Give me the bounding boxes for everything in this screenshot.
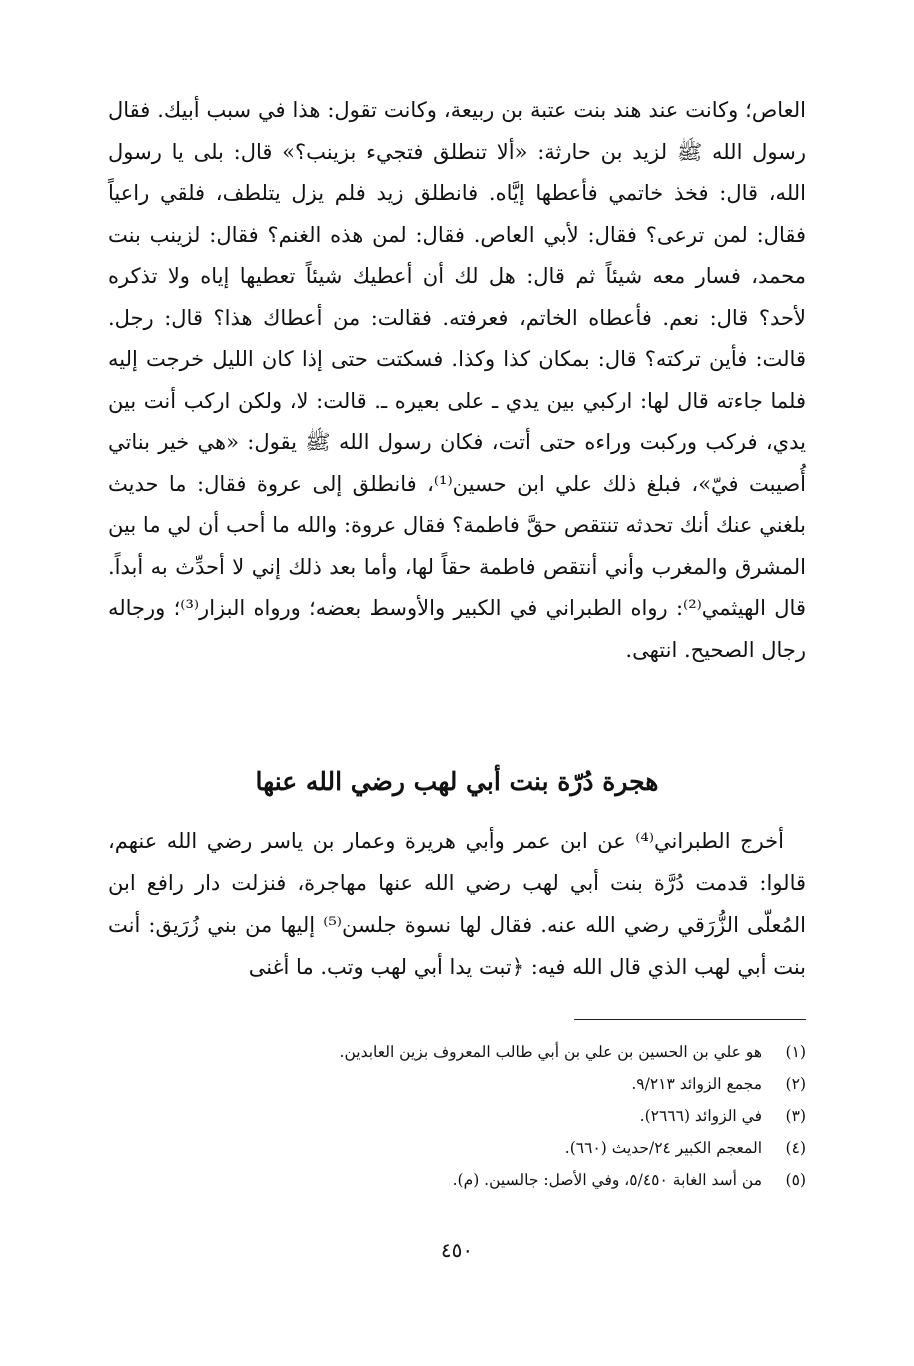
page-number: ٤٥٠ — [440, 1238, 474, 1262]
footnote-item — [108, 1036, 806, 1068]
footnote-number: (١) — [785, 1043, 806, 1061]
main-paragraph: العاص؛ وكانت عند هند بنت عتبة بن ربيعة، وكانت تقول: هذا في سبب أبيك. فقال رسول الله ﷺ لزيد بن حارثة: «ألا تنطلق فتجيء بزينب؟» قال: بلى يا رسول الله، قال: فخذ خاتمي فأعطها إيَّاه. فانطلق زيد فلم يزل يتلطف، فلقي راعياً فقال: لمن ترعى؟ فقال: لأبي العاص. فقال: لمن هذه الغنم؟ فقال: لزينب بنت محمد، فسار معه شيئاً ثم قال: هل لك أن أعطيك شيئاً تعطيها إياه ولا تذكره لأحد؟ قال: نعم. فأعطاه الخاتم، فعرفته. فقالت: من أعطاك هذا؟ قال: رجل. قالت: فأين تركته؟ قال: بمكان كذا وكذا. فسكتت حتى إذا كان الليل خرجت إليه فلما جاءته قال لها: اركبي بين يدي ـ على بعيره ـ. قالت: لا، ولكن اركب أنت بين يدي، فركب وركبت وراءه حتى أتت، فكان رسول الله ﷺ يقول: «هي خير بناتي أُصيبت فيّ»، فبلغ ذلك علي ابن حسين⁽¹⁾، فانطلق إلى عروة فقال: ما حديث بلغني عنك أنك تحدثه تنتقص حقَّ فاطمة؟ فقال عروة: والله ما أحب أن لي ما بين المشرق والمغرب وأني أنتقص فاطمة حقاً لها، وأما بعد ذلك إني لا أحدِّث به أبداً. قال الهيثمي⁽²⁾: رواه الطبراني في الكبير والأوسط بعضه؛ ورواه البزار⁽³⁾؛ ورجاله رجال الصحيح. انتهى. — [108, 98, 806, 662]
footnote-item — [108, 1132, 806, 1164]
footnote-item — [108, 1068, 806, 1100]
footnotes-list — [108, 1036, 806, 1196]
section-paragraph: أخرج الطبراني⁽⁴⁾ عن ابن عمر وأبي هريرة وعمار بن ياسر رضي الله عنهم، قالوا: قدمت دُرَّة بنت أبي لهب رضي الله عنها مهاجرة، فنزلت دار رافع ابن المُعلّى الزُّرَقي رضي الله عنه. فقال لها نسوة جلسن⁽⁵⁾ إليها من بني زُرَيق: أنت بنت أبي لهب الذي قال الله فيه: ﴿تبت يدا أبي لهب وتب. ما أغنى — [108, 829, 806, 979]
section-text-block — [108, 820, 806, 988]
footnote-number: (٣) — [785, 1107, 806, 1125]
footnote-number: (٢) — [785, 1075, 806, 1093]
footnote-item — [108, 1164, 806, 1196]
footnote-number: (٥) — [785, 1171, 806, 1189]
footnote-text: من أسد الغابة ٥/٤٥٠، وفي الأصل: جالسين. (م). — [452, 1171, 762, 1189]
footnote-number: (٤) — [785, 1139, 806, 1157]
footnote-text: مجمع الزوائد ٩/٢١٣. — [631, 1075, 762, 1093]
section-heading: هجرة دُرّة بنت أبي لهب رضي الله عنها — [255, 767, 659, 796]
footnote-divider — [574, 1019, 806, 1020]
footnote-item — [108, 1100, 806, 1132]
footnote-text: المعجم الكبير ٢٤/حديث (٦٦٠). — [564, 1139, 762, 1157]
main-text-block — [108, 90, 806, 671]
footnote-text: هو علي بن الحسين بن علي بن أبي طالب المعروف بزين العابدين. — [339, 1043, 762, 1061]
footnote-text: في الزوائد (٢٦٦٦). — [639, 1107, 762, 1125]
